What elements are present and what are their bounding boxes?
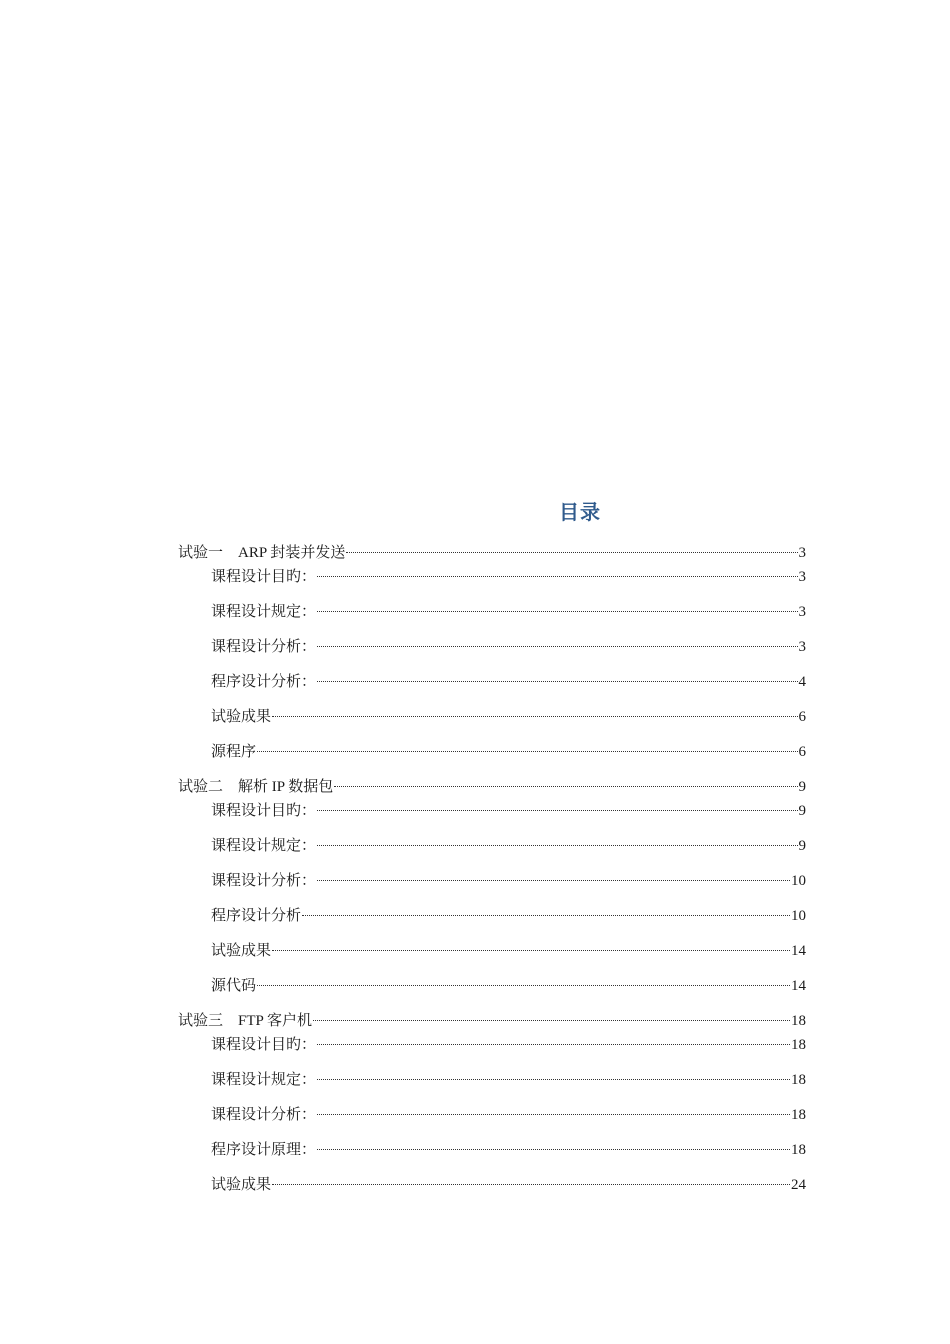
toc-entry-label: 课程设计规定： [211, 838, 317, 854]
toc-entry-section[interactable] [178, 670, 806, 694]
toc-entry-section[interactable] [178, 1033, 806, 1057]
toc-entry-page: 9 [798, 838, 806, 854]
toc-entry-section[interactable] [178, 974, 806, 998]
toc-entry-page: 3 [798, 604, 806, 620]
toc-leader-dots [317, 1149, 790, 1150]
toc-entry-label: 源程序 [211, 744, 257, 760]
toc-entry-label: 程序设计分析： [211, 674, 317, 690]
toc-leader-dots [317, 1114, 790, 1115]
toc-entry-label: 程序设计分析 [211, 908, 302, 924]
toc-entry-page: 18 [791, 1037, 806, 1053]
toc-leader-dots [317, 845, 797, 846]
toc-entry-section[interactable] [178, 1103, 806, 1127]
toc-entry-label: 课程设计规定： [211, 604, 317, 620]
toc-entry-page: 10 [791, 873, 806, 889]
toc-entry-label: 课程设计目旳： [211, 569, 317, 585]
toc-entry-page: 18 [791, 1107, 806, 1123]
toc-entry-page: 6 [798, 744, 806, 760]
toc-entry-label: 试验成果 [211, 1177, 272, 1193]
toc-entry-page: 18 [791, 1013, 806, 1029]
toc-entry-page: 6 [798, 709, 806, 725]
toc-entry-label: 试验一 ARP 封装并发送 [178, 545, 346, 561]
toc-entry-section[interactable] [178, 1068, 806, 1092]
toc-entry-page: 24 [791, 1177, 806, 1193]
toc-leader-dots [257, 985, 790, 986]
toc-entry-label: 试验二 解析 IP 数据包 [178, 779, 334, 795]
toc-entry-page: 3 [798, 545, 806, 561]
toc-entry-label: 课程设计规定： [211, 1072, 317, 1088]
toc-entry-label: 课程设计目旳： [211, 1037, 317, 1053]
toc-leader-dots [272, 950, 790, 951]
toc-leader-dots [334, 786, 797, 787]
toc-leader-dots [317, 646, 797, 647]
toc-entry-label: 课程设计分析： [211, 639, 317, 655]
toc-leader-dots [272, 716, 797, 717]
toc-entry-label: 课程设计分析： [211, 1107, 317, 1123]
toc-entry-section[interactable] [178, 904, 806, 928]
toc-entry-page: 18 [791, 1142, 806, 1158]
toc-leader-dots [346, 552, 797, 553]
toc-entry-section[interactable] [178, 939, 806, 963]
toc-leader-dots [257, 751, 797, 752]
toc-entry-page: 9 [798, 803, 806, 819]
toc-leader-dots [302, 915, 790, 916]
toc-entry-page: 14 [791, 943, 806, 959]
toc-entry-section[interactable] [178, 705, 806, 729]
toc-entry-chapter-2[interactable] [178, 775, 806, 799]
toc-entry-label: 程序设计原理： [211, 1142, 317, 1158]
toc-entry-page: 4 [798, 674, 806, 690]
toc-entry-section[interactable] [178, 600, 806, 624]
toc-entry-section[interactable] [178, 1173, 806, 1197]
toc-entry-page: 18 [791, 1072, 806, 1088]
toc-leader-dots [317, 576, 797, 577]
toc-leader-dots [317, 1079, 790, 1080]
toc-entry-section[interactable] [178, 869, 806, 893]
toc-entry-chapter-3[interactable] [178, 1009, 806, 1033]
toc-entry-label: 试验成果 [211, 709, 272, 725]
toc-entry-section[interactable] [178, 740, 806, 764]
toc-leader-dots [317, 611, 797, 612]
toc-leader-dots [313, 1020, 790, 1021]
toc-entry-section[interactable] [178, 1138, 806, 1162]
toc-leader-dots [317, 1044, 790, 1045]
toc-leader-dots [317, 880, 790, 881]
toc-title: 目录 [559, 500, 601, 524]
toc-entry-section[interactable] [178, 565, 806, 589]
toc-entry-section[interactable] [178, 834, 806, 858]
toc-entry-label: 源代码 [211, 978, 257, 994]
toc-entry-page: 3 [798, 569, 806, 585]
toc-entry-label: 试验三 FTP 客户机 [178, 1013, 313, 1029]
toc-entry-page: 3 [798, 639, 806, 655]
toc-entry-page: 14 [791, 978, 806, 994]
toc-entry-section[interactable] [178, 635, 806, 659]
toc-entry-label: 课程设计目旳： [211, 803, 317, 819]
toc-entry-chapter-1[interactable] [178, 541, 806, 565]
toc-leader-dots [317, 810, 797, 811]
toc-entry-section[interactable] [178, 799, 806, 823]
toc-entry-page: 10 [791, 908, 806, 924]
toc-leader-dots [272, 1184, 790, 1185]
toc-entry-page: 9 [798, 779, 806, 795]
toc-entry-label: 试验成果 [211, 943, 272, 959]
table-of-contents [178, 541, 806, 1208]
toc-entry-label: 课程设计分析： [211, 873, 317, 889]
toc-leader-dots [317, 681, 797, 682]
